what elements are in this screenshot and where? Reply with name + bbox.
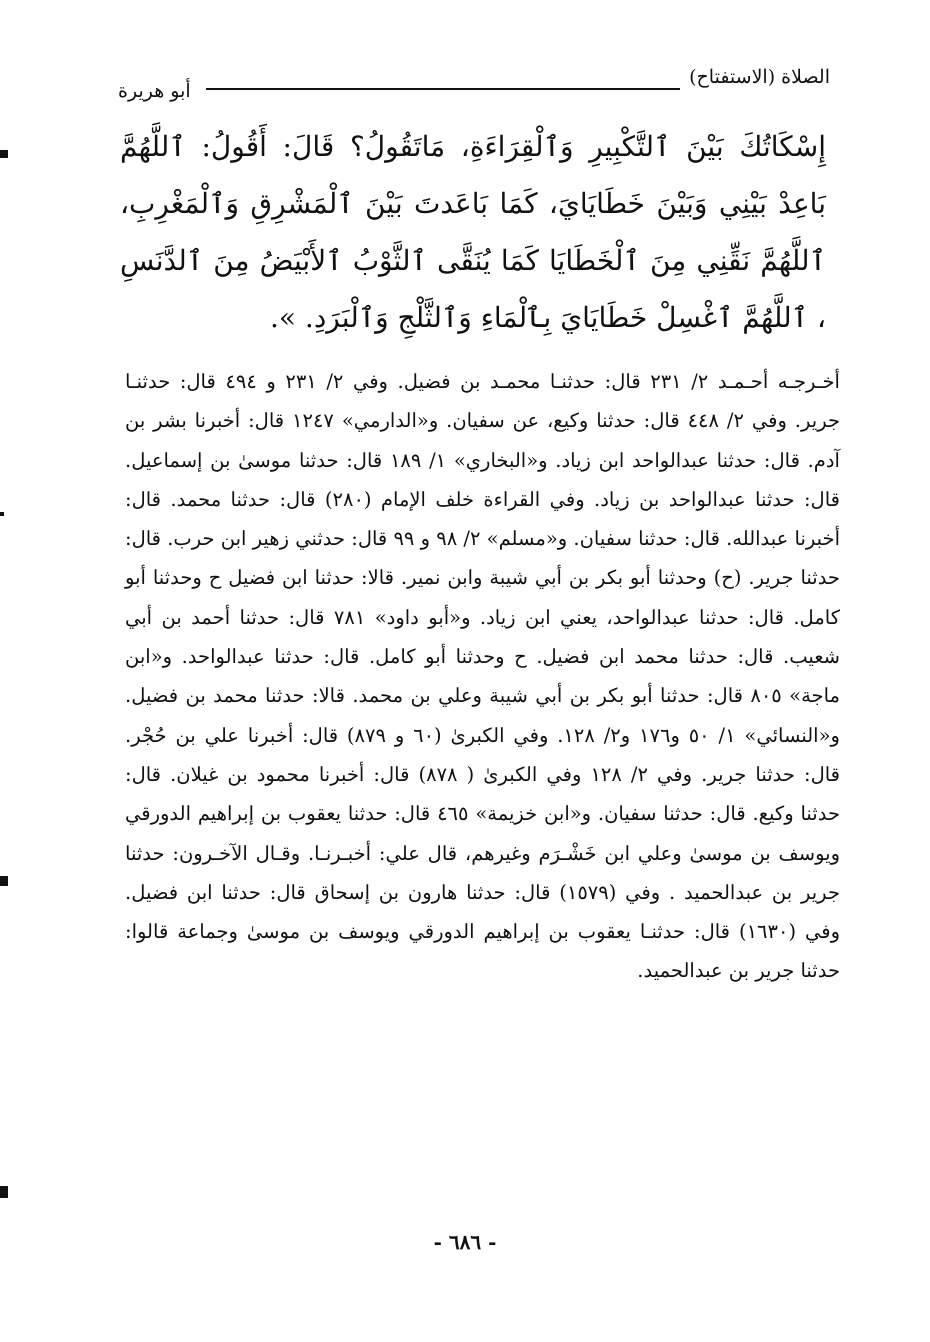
chapter-title: الصلاة (الاستفتاح)	[689, 66, 830, 88]
page-number: - ٦٨٦ -	[433, 1230, 497, 1254]
running-header	[118, 66, 830, 106]
scan-margin-mark	[0, 150, 8, 158]
scan-margin-mark	[0, 876, 8, 886]
takhrij-text: أخـرجـه أحـمـد ٢/ ٢٣١ قال: حدثنـا محمـد بن فضيل. وفي ٢/ ٢٣١ و ٤٩٤ قال: حدثنـا جرير. وفي ٢/ ٤٤٨ قال: حدثنا وكيع، عن سفيان. و«الدارمي» ١٢٤٧ قال: أخبرنا بشر بن آدم. قال: حدثنا عبدالواحد ابن زياد. و«البخاري» ١/ ١٨٩ قال: حدثنا موسىٰ بن إسماعيل. قال: حدثنا عبدالواحد بن زياد. وفي القراءة خلف الإمام (٢٨٠) قال: حدثنا محمد. قال: أخبرنا عبدالله. قال: حدثنا سفيان. و«مسلم» ٢/ ٩٨ و ٩٩ قال: حدثني زهير ابن حرب. قال: حدثنا جرير. (ح) وحدثنا أبو بكر بن أبي شيبة وابن نمير. قالا: حدثنا ابن فضيل ح وحدثنا أبو كامل. قال: حدثنا عبدالواحد، يعني ابن زياد. و«أبو داود» ٧٨١ قال: حدثنا أحمد بن أبي شعيب. قال: حدثنا محمد ابن فضيل. ح وحدثنا أبو كامل. قال: حدثنا عبدالواحد. و«ابن ماجة» ٨٠٥ قال: حدثنا أبو بكر بن أبي شيبة وعلي بن محمد. قالا: حدثنا محمد بن فضيل. و«النسائي» ١/ ٥٠ و١٧٦ و٢/ ١٢٨. وفي الكبرىٰ (٦٠ و ٨٧٩) قال: أخبرنا علي بن حُجْر. قال: حدثنا جرير. وفي ٢/ ١٢٨ وفي الكبرىٰ ( ٨٧٨) قال: أخبرنا محمود بن غيلان. قال: حدثنا وكيع. قال: حدثنا سفيان. و«ابن خزيمة» ٤٦٥ قال: حدثنا يعقوب بن إبراهيم الدورقي ويوسف بن موسىٰ وعلي ابن خَشْـرَم وغيرهم، قال علي: أخبـرنـا. وقـال الآخـرون: حدثنا جرير بن عبدالحميد . وفي (١٥٧٩) قال: حدثنا هارون بن إسحاق قال: حدثنا ابن فضيل. وفي (١٦٣٠) قال: حدثنـا يعقوب بن إبراهيم الدورقي ويوسف بن موسىٰ وجماعة قالوا: حدثنا جرير بن عبدالحميد.	[125, 370, 841, 983]
scan-margin-mark	[0, 1186, 8, 1198]
header-rule	[206, 88, 680, 90]
hadith-text: إِسْكَاتُكَ بَيْنَ ٱلتَّكْبِيرِ وَٱلْقِرَاءَةِ، مَاتَقُولُ؟ قَالَ: أَقُولُ: ٱللَّهُمَّ بَاعِدْ بَيْنِي وَبَيْنَ خَطَايَايَ، كَمَا بَاعَدتَ بَيْنَ ٱلْمَشْرِقِ وَٱلْمَغْرِبِ، ٱللَّهُمَّ نَقِّنِي مِنَ ٱلْخَطَايَا كَمَا يُنَقَّى ٱلثَّوْبُ ٱلأَبْيَضُ مِنَ ٱلدَّنَسِ ، ٱللَّهُمَّ ٱغْسِلْ خَطَايَايَ بِٱلْمَاءِ وَٱلثَّلْجِ وَٱلْبَرَدِ. ».	[120, 130, 826, 334]
narrator-name: أبو هريرة	[118, 80, 191, 102]
scan-margin-mark	[0, 512, 4, 516]
